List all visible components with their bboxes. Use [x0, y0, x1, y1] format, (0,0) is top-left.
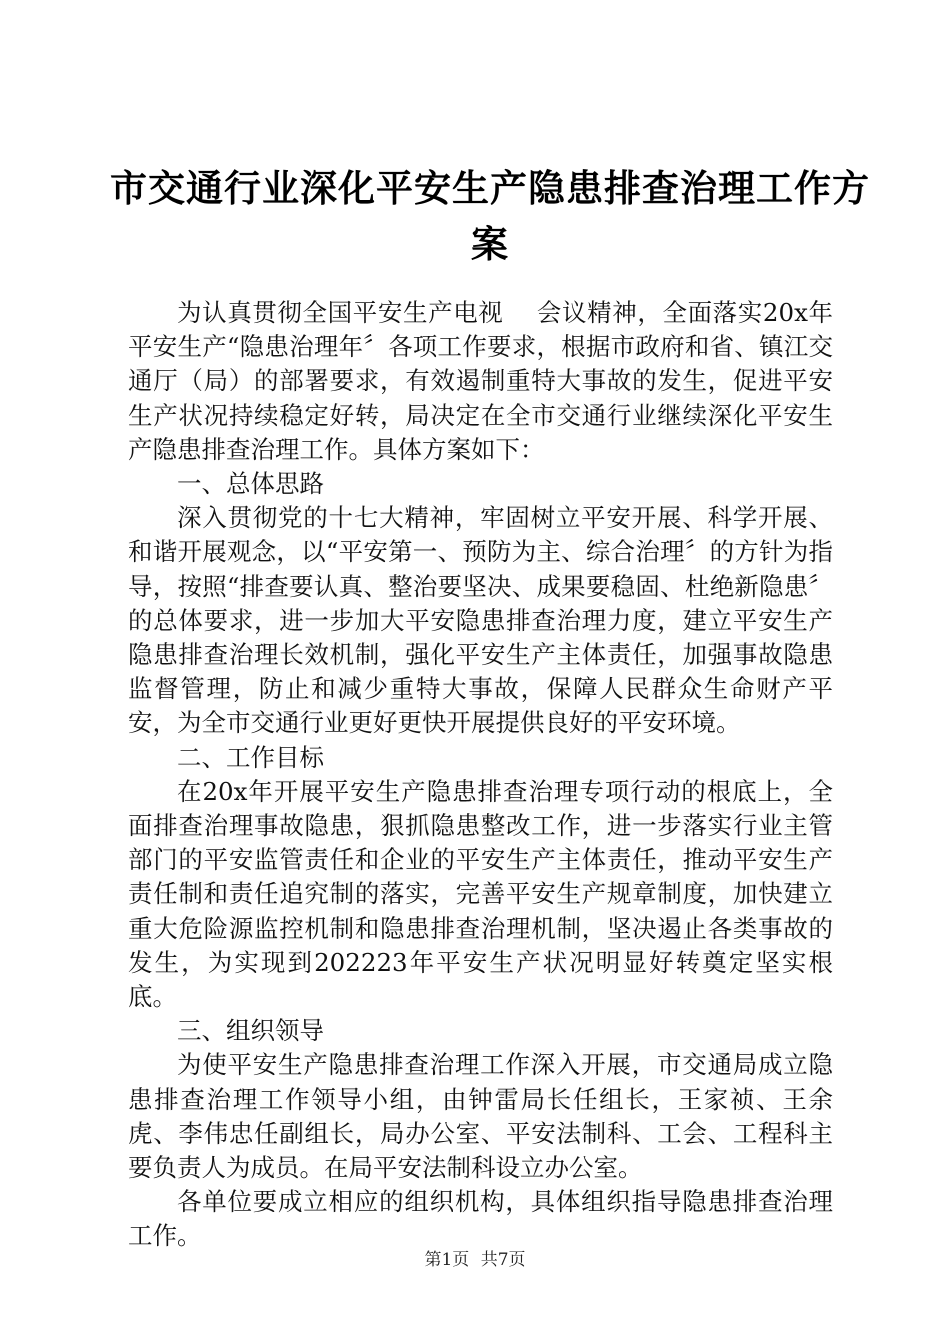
page-total: 共7页	[480, 1250, 526, 1270]
document-title: 市交通行业深化平安生产隐患排查治理工作方案	[110, 166, 870, 266]
work-goals-paragraph: 在20x年开展平安生产隐患排查治理专项行动的根底上，全面排查治理事故隐患，狠抓隐患整改工作，进一步落实行业主管部门的平安监管责任和企业的平安生产主体责任，推动平安生产责任制和责任追究制的落实，完善平安生产规章制度，加快建立重大危险源监控机制和隐患排查治理机制，坚决遏止各类事故的发生，为实现到202223年平安生产状况明显好转奠定坚实根底。	[128, 776, 833, 1012]
document-body	[128, 296, 833, 1254]
section-heading-work-goals: 二、工作目标	[177, 742, 324, 772]
section-heading-overall-approach: 一、总体思路	[177, 469, 324, 499]
section-heading-organization: 三、组织领导	[177, 1016, 324, 1046]
overall-approach-paragraph: 深入贯彻党的十七大精神，牢固树立平安开展、科学开展、和谐开展观念，以“平安第一、预防为主、综合治理〞的方针为指导，按照“排查要认真、整治要坚决、成果要稳固、杜绝新隐患〞的总体要求，进一步加大平安隐患排查治理力度，建立平安生产隐患排查治理长效机制，强化平安生产主体责任，加强事故隐患监督管理，防止和减少重特大事故，保障人民群众生命财产平安，为全市交通行业更好更快开展提供良好的平安环境。	[128, 503, 833, 738]
organization-paragraph: 为使平安生产隐患排查治理工作深入开展，市交通局成立隐患排查治理工作领导小组，由钟雷局长任组长，王家祯、王余虎、李伟忠任副组长，局办公室、平安法制科、工会、工程科主要负责人为成员。在局平安法制科设立办公室。	[128, 1050, 833, 1183]
units-paragraph: 各单位要成立相应的组织机构，具体组织指导隐患排查治理工作。	[128, 1187, 833, 1251]
page-number: 第1页	[424, 1250, 470, 1270]
intro-paragraph: 为认真贯彻全国平安生产电视 会议精神，全面落实20x年平安生产“隐患治理年〞各项工作要求，根据市政府和省、镇江交通厅（局）的部署要求，有效遏制重特大事故的发生，促进平安生产状况持续稳定好转，局决定在全市交通行业继续深化平安生产隐患排查治理工作。具体方案如下：	[128, 298, 833, 464]
page-footer	[0, 1245, 950, 1270]
